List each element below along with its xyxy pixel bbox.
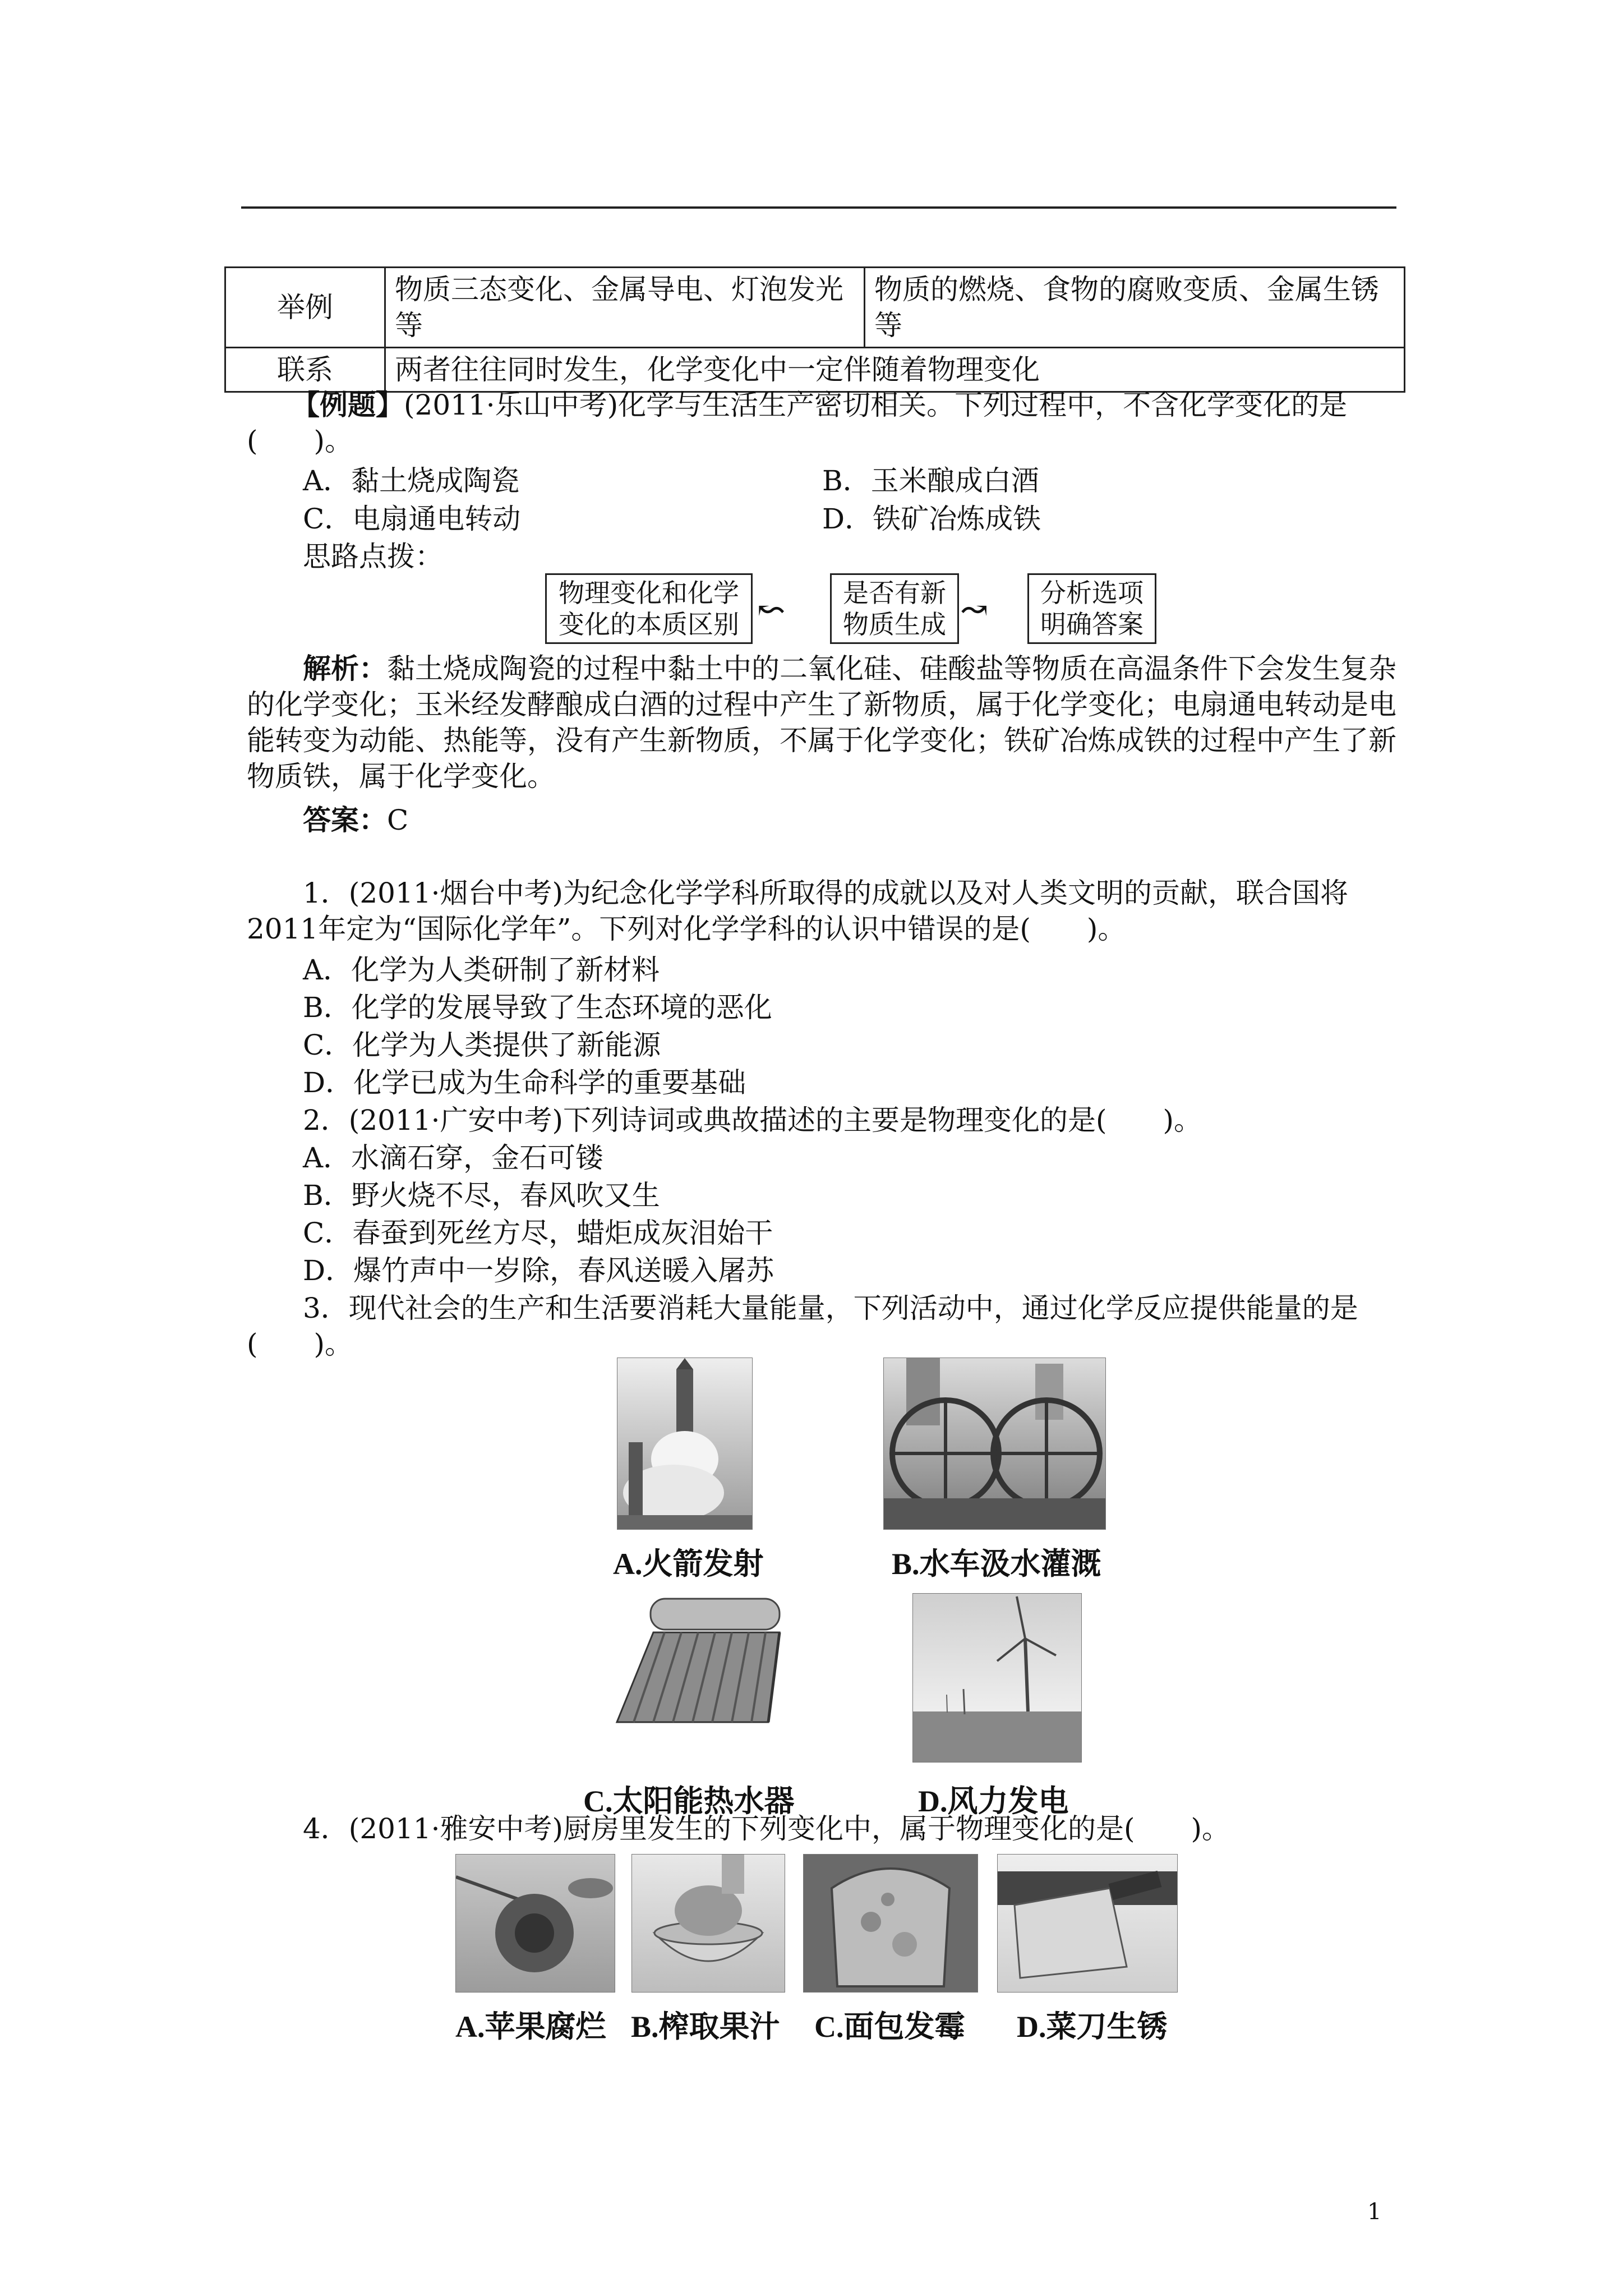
- q2-option-d: D．爆竹声中一岁除，春风送暖入屠苏: [303, 1254, 774, 1287]
- q3-caption-c: C.太阳能热水器: [583, 1784, 795, 1818]
- chemical-example-cell: 物质的燃烧、食物的腐败变质、金属生锈等: [865, 268, 1405, 348]
- comparison-table: [224, 266, 1405, 393]
- waterwheel-photo: [883, 1358, 1106, 1530]
- table-row-head: 联系: [225, 348, 385, 392]
- q4-caption-a: A.苹果腐烂: [455, 2010, 606, 2044]
- q2-stem: 2．(2011·广安中考)下列诗词或典故描述的主要是物理变化的是( )。: [303, 1104, 1202, 1137]
- hint-label: 思路点拨：: [303, 540, 443, 573]
- rocket-launch-photo: [617, 1358, 753, 1530]
- solar-heater-photo: [600, 1593, 788, 1750]
- q2-option-c: C．春蚕到死丝方尽，蜡炬成灰泪始干: [303, 1217, 773, 1249]
- flow-box-essence: 物理变化和化学变化的本质区别: [545, 573, 753, 644]
- table-row: [225, 348, 1405, 392]
- flow-box-answer: 分析选项明确答案: [1027, 573, 1156, 644]
- q4-stem: 4．(2011·雅安中考)厨房里发生的下列变化中，属于物理变化的是( )。: [303, 1812, 1230, 1845]
- q3-caption-b: B.水车汲水灌溉: [892, 1547, 1101, 1581]
- relation-cell: 两者往往同时发生，化学变化中一定伴随着物理变化: [385, 348, 1405, 392]
- q3-caption-d: D.风力发电: [918, 1784, 1069, 1818]
- rusty-knife-photo: [997, 1854, 1178, 1993]
- q2-option-b: B．野火烧不尽，春风吹又生: [303, 1179, 660, 1212]
- example-option-a: A．黏土烧成陶瓷: [303, 464, 520, 497]
- q2-option-a: A．水滴石穿，金石可镂: [303, 1142, 604, 1174]
- q3-stem: 3．现代社会的生产和生活要消耗大量能量，下列活动中，通过化学反应提供能量的是( )。: [247, 1292, 1358, 1360]
- table-row-head: 举例: [225, 268, 385, 348]
- example-stem: [247, 387, 1402, 459]
- answer-value: C: [387, 804, 409, 836]
- left-arrow-icon: ↜: [757, 590, 786, 629]
- q1-option-b: B．化学的发展导致了生态环境的恶化: [303, 991, 772, 1024]
- analysis: [247, 651, 1402, 794]
- q4-caption-b: B.榨取果汁: [631, 2010, 780, 2044]
- juicer-photo: [631, 1854, 785, 1993]
- analysis-label: 解析：: [303, 652, 387, 685]
- q3-caption-a: A.火箭发射: [613, 1547, 764, 1581]
- example-stem-text: (2011·乐山中考)化学与生活生产密切相关。下列过程中，不含化学变化的是( )。: [247, 389, 1348, 457]
- q1-stem: 1．(2011·烟台中考)为纪念化学学科所取得的成就以及对人类文明的贡献，联合国将2011年定为“国际化学年”。下列对化学学科的认识中错误的是( )。: [247, 877, 1348, 945]
- answer-label: 答案：: [303, 803, 387, 836]
- flow-box-new-substance: 是否有新物质生成: [830, 573, 959, 644]
- q1-option-a: A．化学为人类研制了新材料: [303, 954, 660, 986]
- rotten-apple-photo: [455, 1854, 615, 1993]
- physical-example-cell: 物质三态变化、金属导电、灯泡发光等: [385, 268, 865, 348]
- page-number: 1: [1367, 2199, 1382, 2225]
- answer: [303, 802, 408, 838]
- wind-turbine-photo: [912, 1593, 1082, 1763]
- example-option-b: B．玉米酿成白酒: [822, 464, 1039, 497]
- q4-caption-d: D.菜刀生锈: [1017, 2010, 1168, 2044]
- right-arrow-icon: ↝: [960, 590, 989, 629]
- example-option-c: C．电扇通电转动: [303, 503, 521, 535]
- moldy-bread-photo: [803, 1854, 978, 1993]
- example-option-d: D．铁矿冶炼成铁: [822, 503, 1041, 535]
- q4-caption-c: C.面包发霉: [814, 2010, 965, 2044]
- table-row: [225, 268, 1405, 348]
- example-label: 【例题】: [292, 388, 404, 421]
- header-rule: [241, 206, 1396, 209]
- q1-option-c: C．化学为人类提供了新能源: [303, 1029, 661, 1061]
- q1-option-d: D．化学已成为生命科学的重要基础: [303, 1066, 746, 1099]
- analysis-text: 黏土烧成陶瓷的过程中黏土中的二氧化硅、硅酸盐等物质在高温条件下会发生复杂的化学变化；玉米经发酵酿成白酒的过程中产生了新物质，属于化学变化；电扇通电转动是电能转变为动能、热能等，没有产生新物质，不属于化学变化；铁矿冶炼成铁的过程中产生了新物质铁，属于化学变化。: [247, 652, 1396, 793]
